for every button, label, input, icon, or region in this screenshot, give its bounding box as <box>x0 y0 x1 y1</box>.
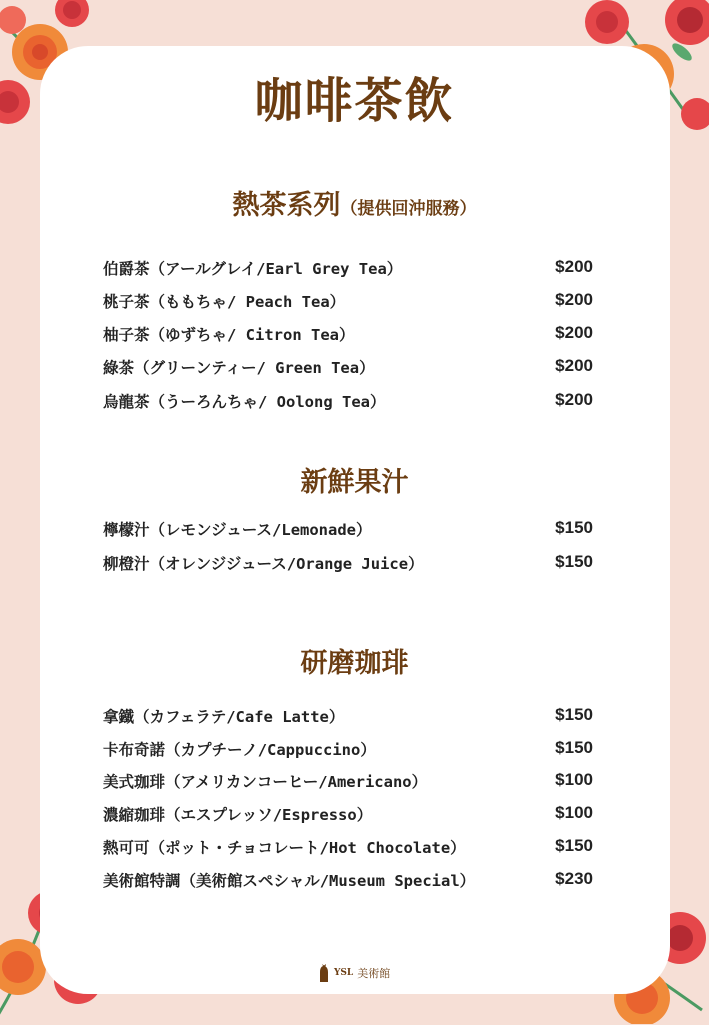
section-title-coffee: 研磨珈琲 <box>300 648 409 679</box>
section-title-juice: 新鮮果汁 <box>300 467 409 498</box>
menu-item <box>103 803 593 827</box>
menu-item <box>103 552 593 576</box>
page-title: 咖啡茶飲 <box>254 73 455 129</box>
item-name: 柳橙汁（オレンジジュース/Orange Juice） <box>103 555 424 573</box>
item-name: 伯爵茶（アールグレイ/Earl Grey Tea） <box>103 260 403 278</box>
menu-item <box>103 518 593 542</box>
item-name: 烏龍茶（うーろんちゃ/ Oolong Tea） <box>103 393 386 411</box>
section-title-hot-tea <box>0 183 709 222</box>
item-name: 柚子茶（ゆずちゃ/ Citron Tea） <box>103 326 355 344</box>
menu-item <box>103 290 593 314</box>
item-price: $200 <box>555 290 593 309</box>
menu-item <box>103 770 593 794</box>
menu-item <box>103 869 593 893</box>
item-name: 桃子茶（ももちゃ/ Peach Tea） <box>103 293 346 311</box>
logo-text: 美術館 <box>357 967 391 980</box>
item-price: $150 <box>555 518 593 537</box>
item-name: 綠茶（グリーンティー/ Green Tea） <box>103 359 375 377</box>
item-name: 濃縮珈琲（エスプレッソ/Espresso） <box>103 806 373 824</box>
item-name: 熱可可（ポット・チョコレート/Hot Chocolate） <box>103 839 466 857</box>
item-price: $230 <box>555 869 593 888</box>
section-note: （提供回沖服務） <box>340 199 477 219</box>
item-price: $100 <box>555 803 593 822</box>
menu-item <box>103 836 593 860</box>
item-price: $150 <box>555 836 593 855</box>
item-price: $150 <box>555 705 593 724</box>
menu-item <box>103 390 593 414</box>
item-name: 拿鐵（カフェラテ/Cafe Latte） <box>103 708 345 726</box>
item-name: 卡布奇諾（カプチーノ/Cappuccino） <box>103 741 376 759</box>
item-price: $200 <box>555 257 593 276</box>
section-heading: 熱茶系列 <box>232 190 341 221</box>
menu-item <box>103 257 593 281</box>
cat-silhouette-icon <box>318 964 330 982</box>
item-price: $200 <box>555 356 593 375</box>
item-price: $100 <box>555 770 593 789</box>
item-price: $150 <box>555 552 593 571</box>
item-name: 美式珈琲（アメリカンコーヒー/Americano） <box>103 773 428 791</box>
item-name: 美術館特調（美術館スペシャル/Museum Special） <box>103 872 476 890</box>
museum-logo <box>318 962 390 984</box>
logo-mark: YSL <box>334 968 354 978</box>
item-price: $150 <box>555 738 593 757</box>
item-price: $200 <box>555 390 593 409</box>
item-price: $200 <box>555 323 593 342</box>
menu-item <box>103 705 593 729</box>
item-name: 檸檬汁（レモンジュース/Lemonade） <box>103 521 372 539</box>
menu-item <box>103 738 593 762</box>
menu-item <box>103 323 593 347</box>
menu-item <box>103 356 593 380</box>
